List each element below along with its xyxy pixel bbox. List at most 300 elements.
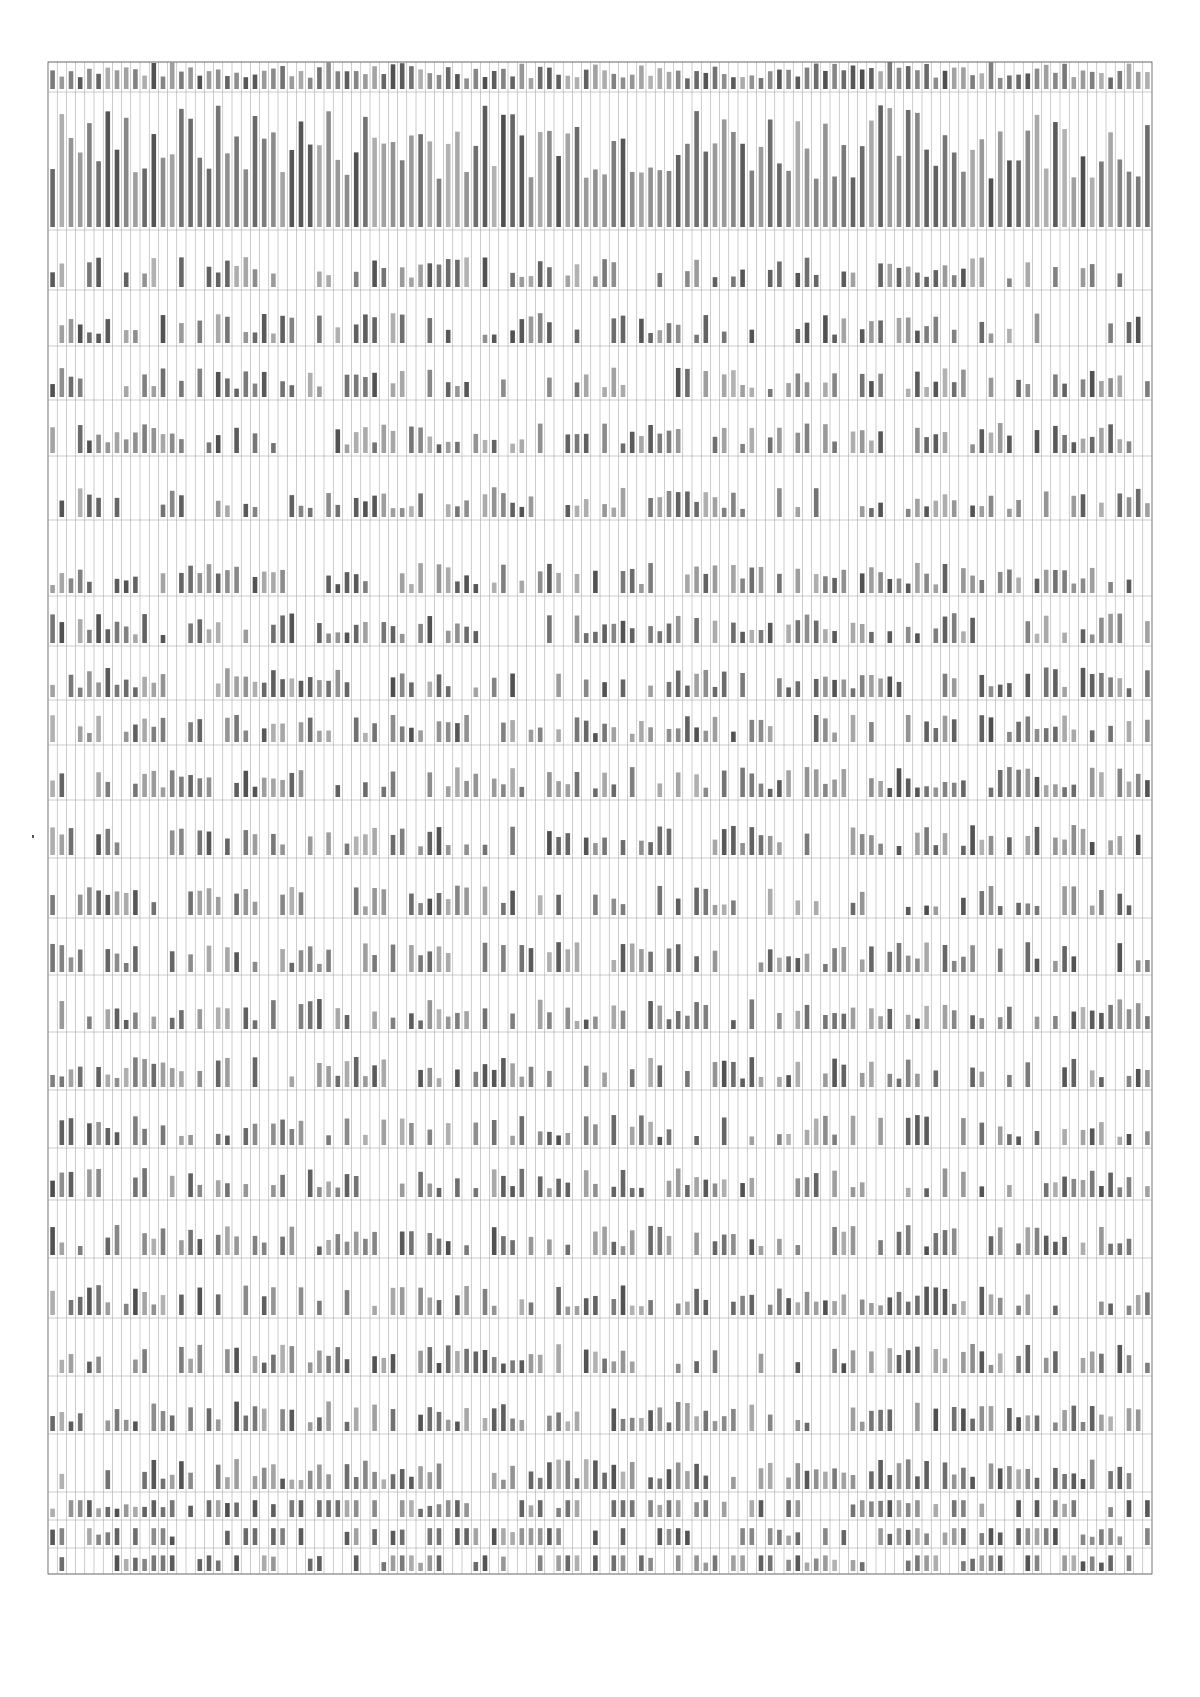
cell-text-mark bbox=[1108, 582, 1113, 593]
cell-text-mark bbox=[170, 1500, 175, 1517]
cell-text-mark bbox=[234, 1459, 239, 1489]
cell-text-mark bbox=[547, 1528, 552, 1545]
cell-text-mark bbox=[400, 1500, 405, 1517]
cell-text-mark bbox=[814, 275, 819, 287]
cell-text-mark bbox=[584, 1459, 589, 1489]
cell-text-mark bbox=[713, 1241, 718, 1255]
cell-text-mark bbox=[96, 258, 101, 287]
cell-text-mark bbox=[851, 1187, 856, 1197]
cell-text-mark bbox=[253, 507, 258, 517]
cell-text-mark bbox=[906, 318, 911, 343]
cell-text-mark bbox=[1127, 1473, 1132, 1489]
cell-text-mark bbox=[60, 573, 65, 593]
cell-text-mark bbox=[713, 1183, 718, 1197]
cell-text-mark bbox=[1136, 1409, 1141, 1431]
cell-text-mark bbox=[897, 768, 902, 797]
cell-text-mark bbox=[676, 671, 681, 697]
cell-text-mark bbox=[50, 715, 55, 742]
cell-text-mark bbox=[363, 501, 368, 517]
cell-text-mark bbox=[934, 501, 939, 517]
cell-text-mark bbox=[455, 506, 460, 517]
cell-text-mark bbox=[980, 258, 985, 287]
cell-text-mark bbox=[685, 369, 690, 397]
cell-text-mark bbox=[1062, 1237, 1067, 1255]
cell-text-mark bbox=[786, 1536, 791, 1545]
cell-text-mark bbox=[409, 1123, 414, 1145]
cell-text-mark bbox=[814, 901, 819, 915]
cell-text-mark bbox=[1099, 1415, 1104, 1431]
cell-text-mark bbox=[198, 1559, 203, 1571]
cell-text-mark bbox=[216, 435, 221, 453]
cell-text-mark bbox=[1053, 570, 1058, 593]
cell-text-mark bbox=[299, 1004, 304, 1029]
cell-text-mark bbox=[290, 1500, 295, 1517]
cell-text-mark bbox=[593, 632, 598, 643]
cell-text-mark bbox=[943, 564, 948, 593]
cell-text-mark bbox=[1118, 678, 1123, 697]
cell-text-mark bbox=[556, 573, 561, 593]
cell-text-mark bbox=[906, 1188, 911, 1197]
cell-text-mark bbox=[50, 944, 55, 972]
cell-text-mark bbox=[437, 674, 442, 697]
cell-text-mark bbox=[869, 1008, 874, 1029]
cell-text-mark bbox=[547, 131, 552, 227]
cell-text-mark bbox=[621, 1285, 626, 1315]
cell-text-mark bbox=[602, 70, 607, 89]
cell-text-mark bbox=[60, 622, 65, 643]
cell-text-mark bbox=[814, 1173, 819, 1197]
cell-text-mark bbox=[1026, 262, 1031, 287]
cell-text-mark bbox=[888, 264, 893, 287]
cell-text-mark bbox=[1053, 1500, 1058, 1517]
cell-text-mark bbox=[1108, 1173, 1113, 1197]
cell-text-mark bbox=[998, 770, 1003, 797]
cell-text-mark bbox=[225, 839, 230, 856]
cell-text-mark bbox=[400, 829, 405, 855]
cell-text-mark bbox=[648, 1500, 653, 1517]
cell-text-mark bbox=[418, 1415, 423, 1431]
cell-text-mark bbox=[1081, 71, 1086, 90]
cell-text-mark bbox=[133, 1178, 138, 1197]
cell-text-mark bbox=[731, 1477, 736, 1489]
cell-text-mark bbox=[989, 788, 994, 797]
cell-text-mark bbox=[299, 1121, 304, 1145]
cell-text-mark bbox=[685, 491, 690, 517]
cell-text-mark bbox=[529, 496, 534, 517]
cell-text-mark bbox=[584, 1066, 589, 1087]
cell-text-mark bbox=[731, 1062, 736, 1087]
cell-text-mark bbox=[658, 1227, 663, 1255]
cell-text-mark bbox=[207, 888, 212, 915]
cell-text-mark bbox=[271, 273, 276, 287]
cell-text-mark bbox=[124, 1420, 129, 1431]
cell-text-mark bbox=[906, 584, 911, 593]
cell-text-mark bbox=[851, 432, 856, 453]
cell-text-mark bbox=[1016, 1356, 1021, 1373]
cell-text-mark bbox=[1118, 769, 1123, 797]
cell-text-mark bbox=[593, 733, 598, 742]
cell-text-mark bbox=[225, 1183, 230, 1197]
cell-text-mark bbox=[124, 1504, 129, 1517]
cell-text-mark bbox=[418, 624, 423, 643]
cell-text-mark bbox=[161, 1479, 166, 1489]
cell-text-mark bbox=[1090, 768, 1095, 797]
cell-text-mark bbox=[115, 1509, 120, 1517]
cell-text-mark bbox=[869, 508, 874, 517]
cell-text-mark bbox=[50, 614, 55, 643]
cell-text-mark bbox=[1127, 1239, 1132, 1255]
cell-text-mark bbox=[934, 1287, 939, 1315]
cell-text-mark bbox=[768, 789, 773, 797]
cell-text-mark bbox=[409, 1500, 414, 1517]
cell-text-mark bbox=[87, 123, 92, 227]
cell-text-mark bbox=[970, 1068, 975, 1087]
cell-text-mark bbox=[823, 71, 828, 89]
cell-text-mark bbox=[474, 1351, 479, 1373]
cell-text-mark bbox=[290, 385, 295, 397]
cell-text-mark bbox=[455, 1500, 460, 1517]
cell-text-mark bbox=[179, 1295, 184, 1315]
cell-text-mark bbox=[96, 498, 101, 517]
cell-text-mark bbox=[1026, 674, 1031, 697]
cell-text-mark bbox=[740, 1296, 745, 1315]
cell-text-mark bbox=[575, 772, 580, 797]
cell-text-mark bbox=[428, 1298, 433, 1316]
cell-text-mark bbox=[621, 488, 626, 517]
cell-text-mark bbox=[750, 1057, 755, 1087]
cell-text-mark bbox=[354, 574, 359, 593]
cell-text-mark bbox=[1007, 837, 1012, 855]
cell-text-mark bbox=[1062, 1129, 1067, 1145]
cell-text-mark bbox=[740, 509, 745, 517]
cell-text-mark bbox=[694, 335, 699, 343]
cell-text-mark bbox=[198, 158, 203, 227]
cell-text-mark bbox=[630, 628, 635, 643]
cell-text-mark bbox=[924, 1188, 929, 1197]
cell-text-mark bbox=[1044, 169, 1049, 227]
cell-text-mark bbox=[225, 378, 230, 397]
cell-text-mark bbox=[510, 503, 515, 517]
cell-text-mark bbox=[326, 1240, 331, 1255]
cell-text-mark bbox=[78, 895, 83, 915]
cell-text-mark bbox=[630, 172, 635, 227]
cell-text-mark bbox=[722, 332, 727, 343]
cell-text-mark bbox=[418, 69, 423, 89]
cell-text-mark bbox=[676, 429, 681, 453]
cell-text-mark bbox=[372, 955, 377, 972]
cell-text-mark bbox=[69, 1118, 74, 1145]
cell-text-mark bbox=[796, 620, 801, 643]
cell-text-mark bbox=[133, 1558, 138, 1571]
cell-text-mark bbox=[915, 788, 920, 797]
cell-text-mark bbox=[566, 833, 571, 855]
cell-text-mark bbox=[1081, 1358, 1086, 1373]
cell-text-mark bbox=[658, 273, 663, 287]
cell-text-mark bbox=[924, 326, 929, 343]
cell-text-mark bbox=[832, 578, 837, 593]
cell-text-mark bbox=[989, 1555, 994, 1571]
cell-text-mark bbox=[446, 144, 451, 227]
cell-text-mark bbox=[271, 625, 276, 643]
cell-text-mark bbox=[602, 424, 607, 453]
cell-text-mark bbox=[50, 1075, 55, 1087]
cell-text-mark bbox=[225, 1349, 230, 1373]
cell-text-mark bbox=[980, 73, 985, 89]
cell-text-mark bbox=[768, 119, 773, 227]
cell-text-mark bbox=[593, 1017, 598, 1029]
cell-text-mark bbox=[860, 624, 865, 643]
cell-text-mark bbox=[575, 506, 580, 517]
cell-text-mark bbox=[639, 1115, 644, 1145]
cell-text-mark bbox=[510, 720, 515, 742]
cell-text-mark bbox=[510, 330, 515, 343]
cell-text-mark bbox=[437, 1504, 442, 1517]
cell-text-mark bbox=[464, 781, 469, 797]
cell-text-mark bbox=[161, 787, 166, 797]
cell-text-mark bbox=[906, 66, 911, 89]
cell-text-mark bbox=[244, 169, 249, 227]
cell-text-mark bbox=[851, 688, 856, 697]
cell-text-mark bbox=[446, 67, 451, 89]
cell-text-mark bbox=[796, 121, 801, 227]
cell-text-mark bbox=[188, 623, 193, 643]
cell-text-mark bbox=[50, 1530, 55, 1545]
cell-text-mark bbox=[722, 428, 727, 453]
cell-text-mark bbox=[612, 1500, 617, 1517]
cell-text-mark bbox=[888, 788, 893, 797]
cell-text-mark bbox=[1081, 268, 1086, 287]
cell-text-mark bbox=[860, 1182, 865, 1197]
cell-text-mark bbox=[106, 1238, 111, 1255]
cell-text-mark bbox=[474, 146, 479, 227]
cell-text-mark bbox=[878, 1305, 883, 1315]
cell-text-mark bbox=[198, 1288, 203, 1315]
cell-text-mark bbox=[115, 1528, 120, 1545]
cell-text-mark bbox=[170, 1475, 175, 1489]
cell-text-mark bbox=[50, 427, 55, 453]
cell-text-mark bbox=[345, 1500, 350, 1517]
cell-text-mark bbox=[1099, 73, 1104, 89]
cell-text-mark bbox=[860, 146, 865, 227]
cell-text-mark bbox=[759, 1354, 764, 1373]
cell-text-mark bbox=[851, 1504, 856, 1517]
cell-text-mark bbox=[409, 1231, 414, 1255]
cell-text-mark bbox=[474, 774, 479, 797]
cell-text-mark bbox=[60, 114, 65, 227]
cell-text-mark bbox=[400, 1469, 405, 1489]
cell-text-mark bbox=[336, 505, 341, 517]
cell-text-mark bbox=[78, 1413, 83, 1431]
cell-text-mark bbox=[989, 496, 994, 517]
cell-text-mark bbox=[556, 1135, 561, 1145]
cell-text-mark bbox=[1016, 1528, 1021, 1545]
cell-text-mark bbox=[216, 1134, 221, 1145]
cell-text-mark bbox=[391, 677, 396, 697]
cell-text-mark bbox=[814, 715, 819, 742]
cell-text-mark bbox=[731, 370, 736, 397]
cell-text-mark bbox=[308, 373, 313, 397]
cell-text-mark bbox=[198, 1239, 203, 1255]
cell-text-mark bbox=[170, 154, 175, 227]
cell-text-mark bbox=[575, 77, 580, 89]
cell-text-mark bbox=[262, 1363, 267, 1373]
cell-text-mark bbox=[805, 954, 810, 972]
cell-text-mark bbox=[1072, 1473, 1077, 1489]
cell-text-mark bbox=[750, 1528, 755, 1545]
cell-text-mark bbox=[915, 563, 920, 593]
cell-text-mark bbox=[520, 1528, 525, 1545]
cell-text-mark bbox=[915, 1403, 920, 1431]
cell-text-mark bbox=[740, 768, 745, 797]
cell-text-mark bbox=[483, 1418, 488, 1431]
cell-text-mark bbox=[1026, 131, 1031, 227]
cell-text-mark bbox=[1026, 384, 1031, 397]
cell-text-mark bbox=[878, 320, 883, 343]
cell-text-mark bbox=[1044, 65, 1049, 89]
cell-text-mark bbox=[78, 1500, 83, 1517]
cell-text-mark bbox=[50, 895, 55, 915]
cell-text-mark bbox=[510, 1014, 515, 1029]
cell-text-mark bbox=[658, 631, 663, 643]
cell-text-mark bbox=[989, 1365, 994, 1373]
cell-text-mark bbox=[998, 423, 1003, 453]
cell-text-mark bbox=[225, 668, 230, 697]
cell-text-mark bbox=[446, 953, 451, 972]
cell-text-mark bbox=[188, 1407, 193, 1431]
cell-text-mark bbox=[980, 1186, 985, 1197]
cell-text-mark bbox=[262, 1555, 267, 1571]
cell-text-mark bbox=[658, 1006, 663, 1029]
cell-text-mark bbox=[961, 1500, 966, 1517]
cell-text-mark bbox=[317, 272, 322, 287]
cell-text-mark bbox=[915, 1019, 920, 1029]
cell-text-mark bbox=[400, 1555, 405, 1571]
cell-text-mark bbox=[777, 428, 782, 453]
cell-text-mark bbox=[446, 686, 451, 697]
cell-text-mark bbox=[326, 111, 331, 227]
cell-text-mark bbox=[1108, 1471, 1113, 1489]
cell-text-mark bbox=[336, 160, 341, 227]
cell-text-mark bbox=[1007, 1466, 1012, 1489]
cell-text-mark bbox=[658, 1478, 663, 1489]
cell-text-mark bbox=[1007, 1075, 1012, 1087]
cell-text-mark bbox=[161, 1528, 166, 1545]
cell-text-mark bbox=[860, 374, 865, 397]
cell-text-mark bbox=[299, 1500, 304, 1517]
cell-text-mark bbox=[869, 1471, 874, 1489]
cell-text-mark bbox=[501, 1480, 506, 1489]
cell-text-mark bbox=[400, 267, 405, 287]
cell-text-mark bbox=[124, 1559, 129, 1571]
cell-text-mark bbox=[768, 1305, 773, 1315]
cell-text-mark bbox=[271, 1000, 276, 1029]
cell-text-mark bbox=[133, 687, 138, 697]
cell-text-mark bbox=[731, 493, 736, 517]
cell-text-mark bbox=[851, 66, 856, 89]
cell-text-mark bbox=[391, 1409, 396, 1431]
cell-text-mark bbox=[584, 1116, 589, 1145]
cell-text-mark bbox=[152, 386, 157, 397]
cell-text-mark bbox=[1118, 1137, 1123, 1145]
cell-text-mark bbox=[1118, 1537, 1123, 1546]
cell-text-mark bbox=[676, 1555, 681, 1571]
cell-text-mark bbox=[244, 1416, 249, 1431]
cell-text-mark bbox=[280, 780, 285, 797]
cell-text-mark bbox=[915, 1476, 920, 1489]
cell-text-mark bbox=[391, 431, 396, 453]
cell-text-mark bbox=[354, 1477, 359, 1489]
cell-text-mark bbox=[1090, 842, 1095, 855]
cell-text-mark bbox=[1053, 122, 1058, 227]
cell-text-mark bbox=[1108, 424, 1113, 453]
cell-text-mark bbox=[575, 717, 580, 742]
cell-text-mark bbox=[961, 846, 966, 855]
cell-text-mark bbox=[805, 149, 810, 227]
cell-text-mark bbox=[161, 1507, 166, 1517]
cell-text-mark bbox=[667, 682, 672, 697]
cell-text-mark bbox=[1035, 634, 1040, 643]
cell-text-mark bbox=[133, 432, 138, 453]
cell-text-mark bbox=[796, 1362, 801, 1373]
cell-text-mark bbox=[943, 1289, 948, 1315]
cell-text-mark bbox=[768, 389, 773, 397]
cell-text-mark bbox=[566, 1183, 571, 1197]
cell-text-mark bbox=[1127, 721, 1132, 742]
cell-text-mark bbox=[391, 772, 396, 797]
cell-text-mark bbox=[133, 1507, 138, 1517]
cell-text-mark bbox=[621, 443, 626, 453]
cell-text-mark bbox=[391, 1474, 396, 1489]
cell-text-mark bbox=[878, 374, 883, 397]
cell-text-mark bbox=[814, 1302, 819, 1315]
cell-text-mark bbox=[400, 726, 405, 742]
cell-text-mark bbox=[704, 1411, 709, 1431]
cell-text-mark bbox=[713, 1062, 718, 1087]
cell-text-mark bbox=[740, 843, 745, 855]
cell-text-mark bbox=[87, 887, 92, 915]
cell-text-mark bbox=[391, 1354, 396, 1373]
cell-text-mark bbox=[731, 623, 736, 643]
cell-text-mark bbox=[179, 257, 184, 287]
cell-text-mark bbox=[317, 1187, 322, 1197]
cell-text-mark bbox=[299, 770, 304, 797]
cell-text-mark bbox=[253, 1528, 258, 1545]
cell-text-mark bbox=[593, 169, 598, 227]
cell-text-mark bbox=[823, 718, 828, 742]
cell-text-mark bbox=[1081, 439, 1086, 453]
cell-text-mark bbox=[96, 334, 101, 343]
cell-text-mark bbox=[612, 368, 617, 397]
cell-text-mark bbox=[336, 785, 341, 797]
cell-text-mark bbox=[1127, 1076, 1132, 1087]
cell-text-mark bbox=[832, 1560, 837, 1571]
cell-text-mark bbox=[796, 1420, 801, 1431]
cell-text-mark bbox=[538, 1176, 543, 1197]
cell-text-mark bbox=[188, 119, 193, 227]
cell-text-mark bbox=[1026, 1555, 1031, 1571]
cell-text-mark bbox=[1090, 72, 1095, 89]
cell-text-mark bbox=[970, 1015, 975, 1029]
cell-text-mark bbox=[713, 67, 718, 89]
cell-text-mark bbox=[934, 1555, 939, 1571]
cell-text-mark bbox=[133, 784, 138, 797]
cell-text-mark bbox=[823, 1300, 828, 1315]
cell-text-mark bbox=[317, 67, 322, 89]
cell-text-mark bbox=[888, 631, 893, 643]
cell-text-mark bbox=[704, 315, 709, 343]
cell-text-mark bbox=[326, 493, 331, 517]
cell-text-mark bbox=[851, 1350, 856, 1373]
